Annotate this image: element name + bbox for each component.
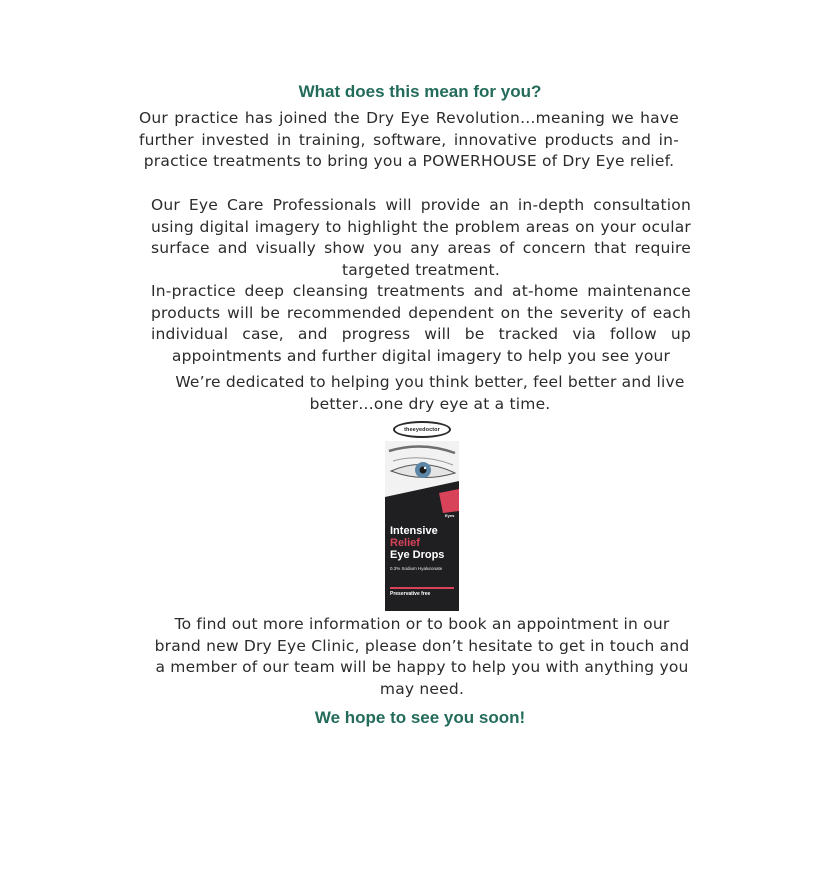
eye-doctor-logo [393,421,451,438]
product-footer: Preservative free [390,591,431,597]
intro-paragraph: Our practice has joined the Dry Eye Revolution…meaning we have further invested in training, software, innovative products and in-practice treatments to bring you a POWERHOUSE of Dry Eye relief. [139,109,679,171]
contact-paragraph: To find out more information or to book an appointment in our brand new Dry Eye Clinic, please don’t hesitate to get in touch and a member of our team will be happy to help you with anything you may need. [154,615,690,699]
closing-heading: We hope to see you soon! [314,708,526,727]
section-heading: What does this mean for you? [298,82,542,101]
consultation-paragraph: Our Eye Care Professionals will provide an in-depth consultation using digital imagery to highlight the problem areas on your ocular surface and visually show you any areas of concern that require targeted treatment. [151,196,691,280]
treatment-paragraph: In-practice deep cleansing treatments and at-home maintenance products will be recommended dependent on the severity of each individual case, and progress will be tracked via follow up appointments and further digital imagery to help you see your [151,282,691,366]
product-title-line-1: Intensive [390,525,438,537]
logo-text: theeyedoctor [404,426,440,433]
product-subtitle: 0.3% Sodium Hyaluronate [390,566,443,571]
product-title-line-2: Relief [390,537,420,549]
dedication-paragraph: We’re dedicated to helping you think better, feel better and live better…one dry eye at a time. [175,373,685,413]
product-title-line-3: Eye Drops [390,549,445,561]
product-brand-tag: Eyes [445,513,455,518]
product-accent-bar [390,587,454,589]
product-box-image [385,441,459,611]
